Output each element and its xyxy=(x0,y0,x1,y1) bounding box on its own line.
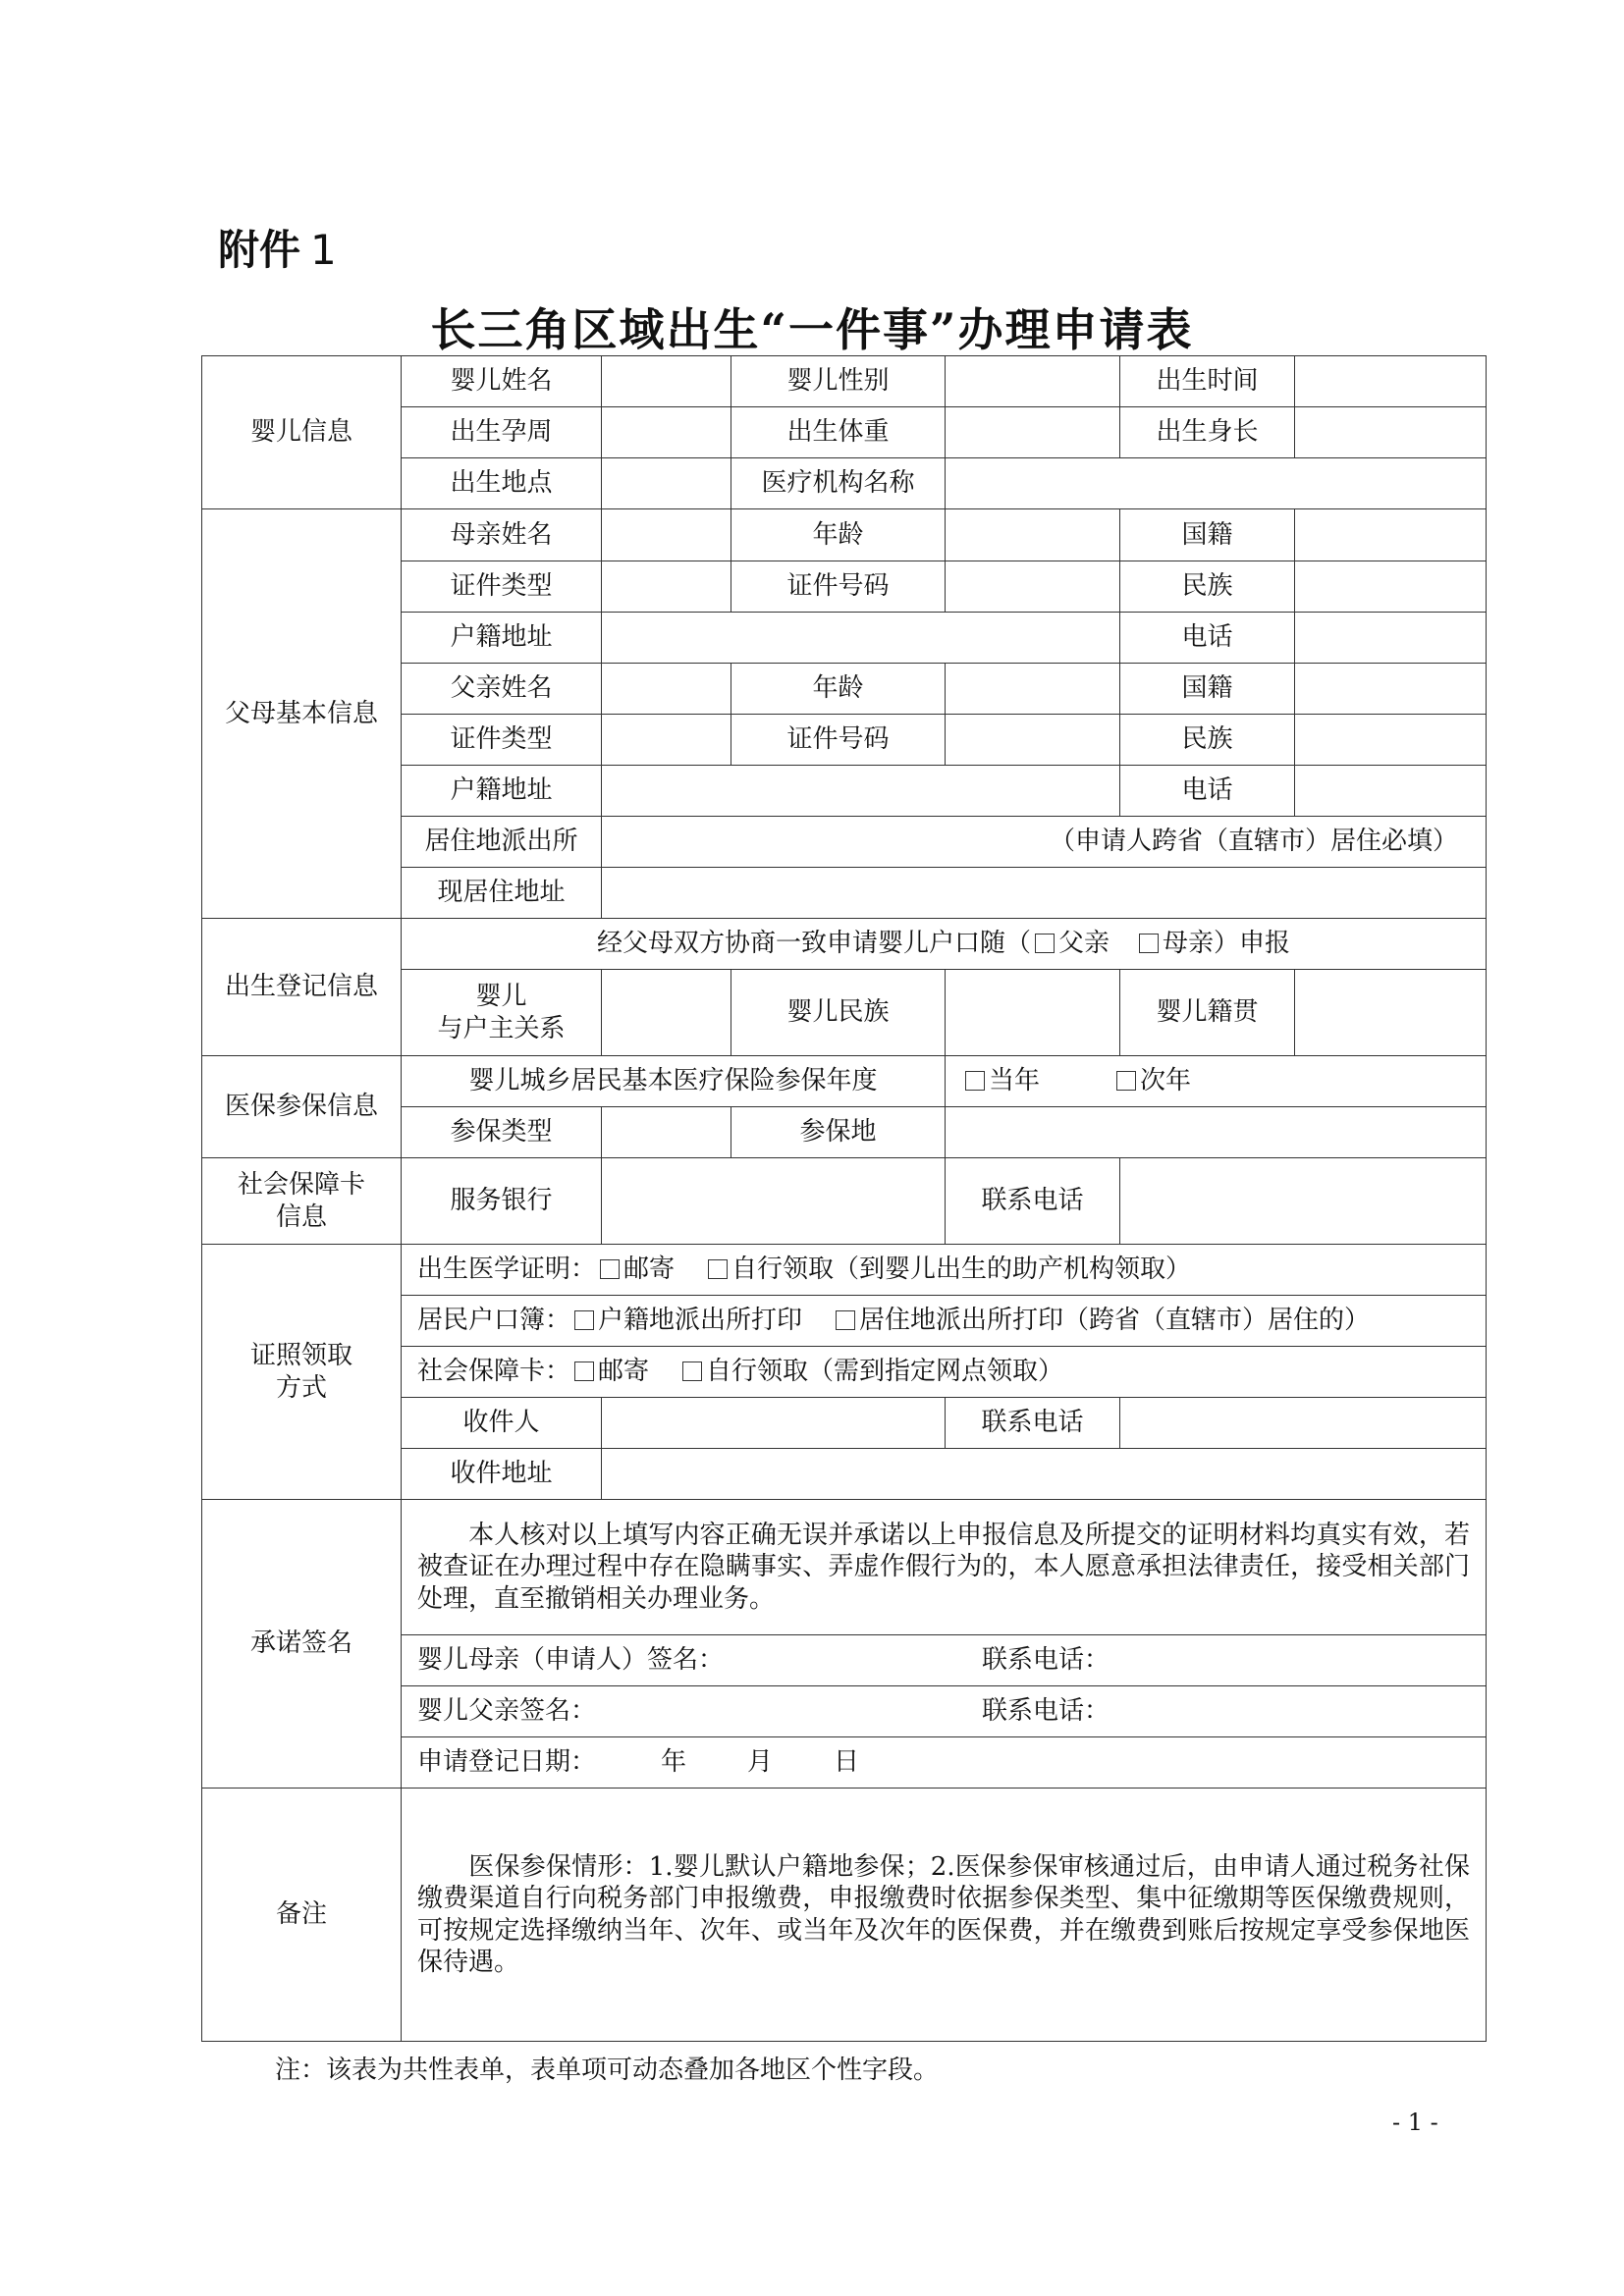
field-father-id-type[interactable] xyxy=(602,715,731,766)
field-birth-length[interactable] xyxy=(1295,407,1487,458)
field-card-phone[interactable] xyxy=(1120,1158,1487,1245)
remarks-content: 医保参保情形：1.婴儿默认户籍地参保；2.医保参保审核通过后，由申请人通过税务社保缴费渠道自行向税务部门申报缴费，申报缴费时依据参保类型、集中征缴期等医保缴费规则，可按规定选择缴纳当年、次年、或当年及次年的医保费，并在缴费到账后按规定享受参保地医保待遇。 xyxy=(417,1851,1470,1977)
hukou-station-checkbox[interactable] xyxy=(574,1310,594,1330)
label-father-hukou-address: 户籍地址 xyxy=(402,766,602,817)
mother-checkbox[interactable] xyxy=(1139,934,1159,953)
section-social-card-info xyxy=(202,1158,402,1245)
label-birth-length: 出生身长 xyxy=(1120,407,1295,458)
pickup-line1: 证照领取 xyxy=(249,1341,352,1370)
page-title: 长三角区域出生“一件事”办理申请表 xyxy=(430,303,1194,356)
date-month: 月 xyxy=(747,1747,774,1778)
mother-option-label: 母亲 xyxy=(1163,929,1215,959)
field-current-address[interactable] xyxy=(602,868,1487,919)
current-year-checkbox[interactable] xyxy=(965,1071,985,1091)
label-father-name: 父亲姓名 xyxy=(402,664,602,715)
field-service-bank[interactable] xyxy=(602,1158,946,1245)
card-self-checkbox[interactable] xyxy=(682,1362,702,1381)
field-recipient-phone[interactable] xyxy=(1120,1398,1487,1449)
label-recipient: 收件人 xyxy=(402,1398,602,1449)
father-signature-row[interactable] xyxy=(402,1686,1487,1737)
next-year-label: 次年 xyxy=(1140,1066,1192,1096)
birth-cert-label: 出生医学证明： xyxy=(417,1255,597,1285)
footnote: 注：该表为共性表单，表单项可动态叠加各地区个性字段。 xyxy=(275,2056,940,2085)
section-baby-info: 婴儿信息 xyxy=(202,356,402,509)
section-pickup-method xyxy=(202,1245,402,1500)
attachment-number: 1 xyxy=(310,226,337,274)
card-pickup-label: 社会保障卡： xyxy=(417,1357,571,1387)
field-mother-nationality[interactable] xyxy=(1295,509,1487,561)
section-remarks: 备注 xyxy=(202,1789,402,2042)
section-parents-info: 父母基本信息 xyxy=(202,509,402,919)
field-recipient[interactable] xyxy=(602,1398,946,1449)
residence-station-label: 居住地派出所打印（跨省（直辖市）居住的） xyxy=(859,1306,1371,1336)
relation-line1: 婴儿 xyxy=(475,982,527,1011)
birth-cert-options xyxy=(402,1245,1487,1296)
label-father-phone: 电话 xyxy=(1120,766,1295,817)
field-baby-gender[interactable] xyxy=(946,356,1120,407)
registration-agreement xyxy=(402,919,1487,970)
label-card-phone: 联系电话 xyxy=(946,1158,1120,1245)
father-signature-label: 婴儿父亲签名： xyxy=(417,1696,597,1727)
field-father-phone[interactable] xyxy=(1295,766,1487,817)
label-mother-name: 母亲姓名 xyxy=(402,509,602,561)
hukou-book-label: 居民户口簿： xyxy=(417,1306,571,1336)
current-year-label: 当年 xyxy=(989,1066,1041,1096)
field-relation-to-head[interactable] xyxy=(602,970,731,1056)
mother-signature-label: 婴儿母亲（申请人）签名： xyxy=(417,1645,725,1676)
field-birth-time[interactable] xyxy=(1295,356,1487,407)
label-baby-ethnicity: 婴儿民族 xyxy=(731,970,946,1056)
label-service-bank: 服务银行 xyxy=(402,1158,602,1245)
label-police-station: 居住地派出所 xyxy=(402,817,602,868)
field-mother-phone[interactable] xyxy=(1295,613,1487,664)
label-mother-nationality: 国籍 xyxy=(1120,509,1295,561)
field-mother-hukou-address[interactable] xyxy=(602,613,1120,664)
commitment-statement: 本人核对以上填写内容正确无误并承诺以上申报信息及所提交的证明材料均真实有效，若被查证在办理过程中存在隐瞒事实、弄虚作假行为的，本人愿意承担法律责任，接受相关部门处理，直至撤销相关办理业务。 xyxy=(417,1520,1470,1614)
birth-cert-self-checkbox[interactable] xyxy=(708,1259,728,1279)
residence-station-checkbox[interactable] xyxy=(836,1310,855,1330)
label-birth-place: 出生地点 xyxy=(402,458,602,509)
field-birth-weight[interactable] xyxy=(946,407,1120,458)
field-father-nationality[interactable] xyxy=(1295,664,1487,715)
label-insurance-place: 参保地 xyxy=(731,1107,946,1158)
label-baby-native-place: 婴儿籍贯 xyxy=(1120,970,1295,1056)
field-insurance-place[interactable] xyxy=(946,1107,1487,1158)
remarks-text xyxy=(402,1789,1487,2042)
section-registration-info: 出生登记信息 xyxy=(202,919,402,1056)
application-date-row[interactable] xyxy=(402,1737,1487,1789)
birth-cert-self-label: 自行领取（到婴儿出生的助产机构领取） xyxy=(731,1255,1192,1285)
label-relation-to-head xyxy=(402,970,602,1056)
field-gestation[interactable] xyxy=(602,407,731,458)
field-mother-name[interactable] xyxy=(602,509,731,561)
father-phone-label: 联系电话： xyxy=(982,1696,1110,1727)
field-mother-id-number[interactable] xyxy=(946,561,1120,613)
label-mother-id-type: 证件类型 xyxy=(402,561,602,613)
field-father-id-number[interactable] xyxy=(946,715,1120,766)
insurance-year-options xyxy=(946,1056,1487,1107)
label-birth-time: 出生时间 xyxy=(1120,356,1295,407)
pickup-line2: 方式 xyxy=(275,1372,327,1403)
birth-cert-mail-checkbox[interactable] xyxy=(600,1259,620,1279)
label-father-id-type: 证件类型 xyxy=(402,715,602,766)
birth-cert-mail-label: 邮寄 xyxy=(623,1255,676,1285)
label-gestation: 出生孕周 xyxy=(402,407,602,458)
field-baby-native-place[interactable] xyxy=(1295,970,1487,1056)
label-mother-age: 年龄 xyxy=(731,509,946,561)
social-card-line2: 信息 xyxy=(275,1201,327,1232)
attachment-label: 附件 1 xyxy=(218,226,337,274)
hukou-book-options xyxy=(402,1296,1487,1347)
relation-line2: 与户主关系 xyxy=(437,1013,566,1043)
label-mother-phone: 电话 xyxy=(1120,613,1295,664)
field-father-age[interactable] xyxy=(946,664,1120,715)
card-pickup-options xyxy=(402,1347,1487,1398)
field-baby-name[interactable] xyxy=(602,356,731,407)
hukou-station-label: 户籍地派出所打印 xyxy=(598,1306,803,1336)
field-mother-age[interactable] xyxy=(946,509,1120,561)
label-father-id-number: 证件号码 xyxy=(731,715,946,766)
date-year: 年 xyxy=(661,1747,687,1778)
social-card-line1: 社会保障卡 xyxy=(237,1170,365,1200)
mother-phone-label: 联系电话： xyxy=(982,1645,1110,1676)
page-number: - 1 - xyxy=(1392,2109,1438,2136)
field-father-name[interactable] xyxy=(602,664,731,715)
card-mail-checkbox[interactable] xyxy=(574,1362,594,1381)
label-current-address: 现居住地址 xyxy=(402,868,602,919)
label-mother-id-number: 证件号码 xyxy=(731,561,946,613)
label-insurance-type: 参保类型 xyxy=(402,1107,602,1158)
label-recipient-phone: 联系电话 xyxy=(946,1398,1120,1449)
label-father-ethnicity: 民族 xyxy=(1120,715,1295,766)
field-insurance-type[interactable] xyxy=(602,1107,731,1158)
date-day: 日 xyxy=(834,1747,860,1778)
label-mother-ethnicity: 民族 xyxy=(1120,561,1295,613)
commitment-text xyxy=(402,1500,1487,1635)
label-mother-hukou-address: 户籍地址 xyxy=(402,613,602,664)
father-checkbox[interactable] xyxy=(1035,934,1055,953)
field-recipient-address[interactable] xyxy=(602,1449,1487,1500)
label-recipient-address: 收件地址 xyxy=(402,1449,602,1500)
card-self-label: 自行领取（需到指定网点领取） xyxy=(706,1357,1064,1387)
date-label: 申请登记日期： xyxy=(417,1747,597,1778)
label-father-nationality: 国籍 xyxy=(1120,664,1295,715)
mother-signature-row[interactable] xyxy=(402,1635,1487,1686)
card-mail-label: 邮寄 xyxy=(598,1357,650,1387)
label-baby-name: 婴儿姓名 xyxy=(402,356,602,407)
label-hospital: 医疗机构名称 xyxy=(731,458,946,509)
field-police-station[interactable]: （申请人跨省（直辖市）居住必填） xyxy=(602,817,1487,868)
field-mother-id-type[interactable] xyxy=(602,561,731,613)
application-form xyxy=(201,355,1487,2042)
label-insurance-year: 婴儿城乡居民基本医疗保险参保年度 xyxy=(402,1056,946,1107)
field-baby-ethnicity[interactable] xyxy=(946,970,1120,1056)
father-option-label: 父亲 xyxy=(1057,929,1110,959)
agreement-prefix: 经父母双方协商一致申请婴儿户口随（ xyxy=(596,929,1031,959)
section-insurance-info: 医保参保信息 xyxy=(202,1056,402,1158)
label-baby-gender: 婴儿性别 xyxy=(731,356,946,407)
field-mother-ethnicity[interactable] xyxy=(1295,561,1487,613)
label-birth-weight: 出生体重 xyxy=(731,407,946,458)
label-father-age: 年龄 xyxy=(731,664,946,715)
next-year-checkbox[interactable] xyxy=(1116,1071,1136,1091)
agreement-suffix: ）申报 xyxy=(1214,929,1291,959)
field-father-ethnicity[interactable] xyxy=(1295,715,1487,766)
field-father-hukou-address[interactable] xyxy=(602,766,1120,817)
section-commitment: 承诺签名 xyxy=(202,1500,402,1789)
field-birth-place[interactable] xyxy=(602,458,731,509)
field-hospital[interactable] xyxy=(946,458,1487,509)
